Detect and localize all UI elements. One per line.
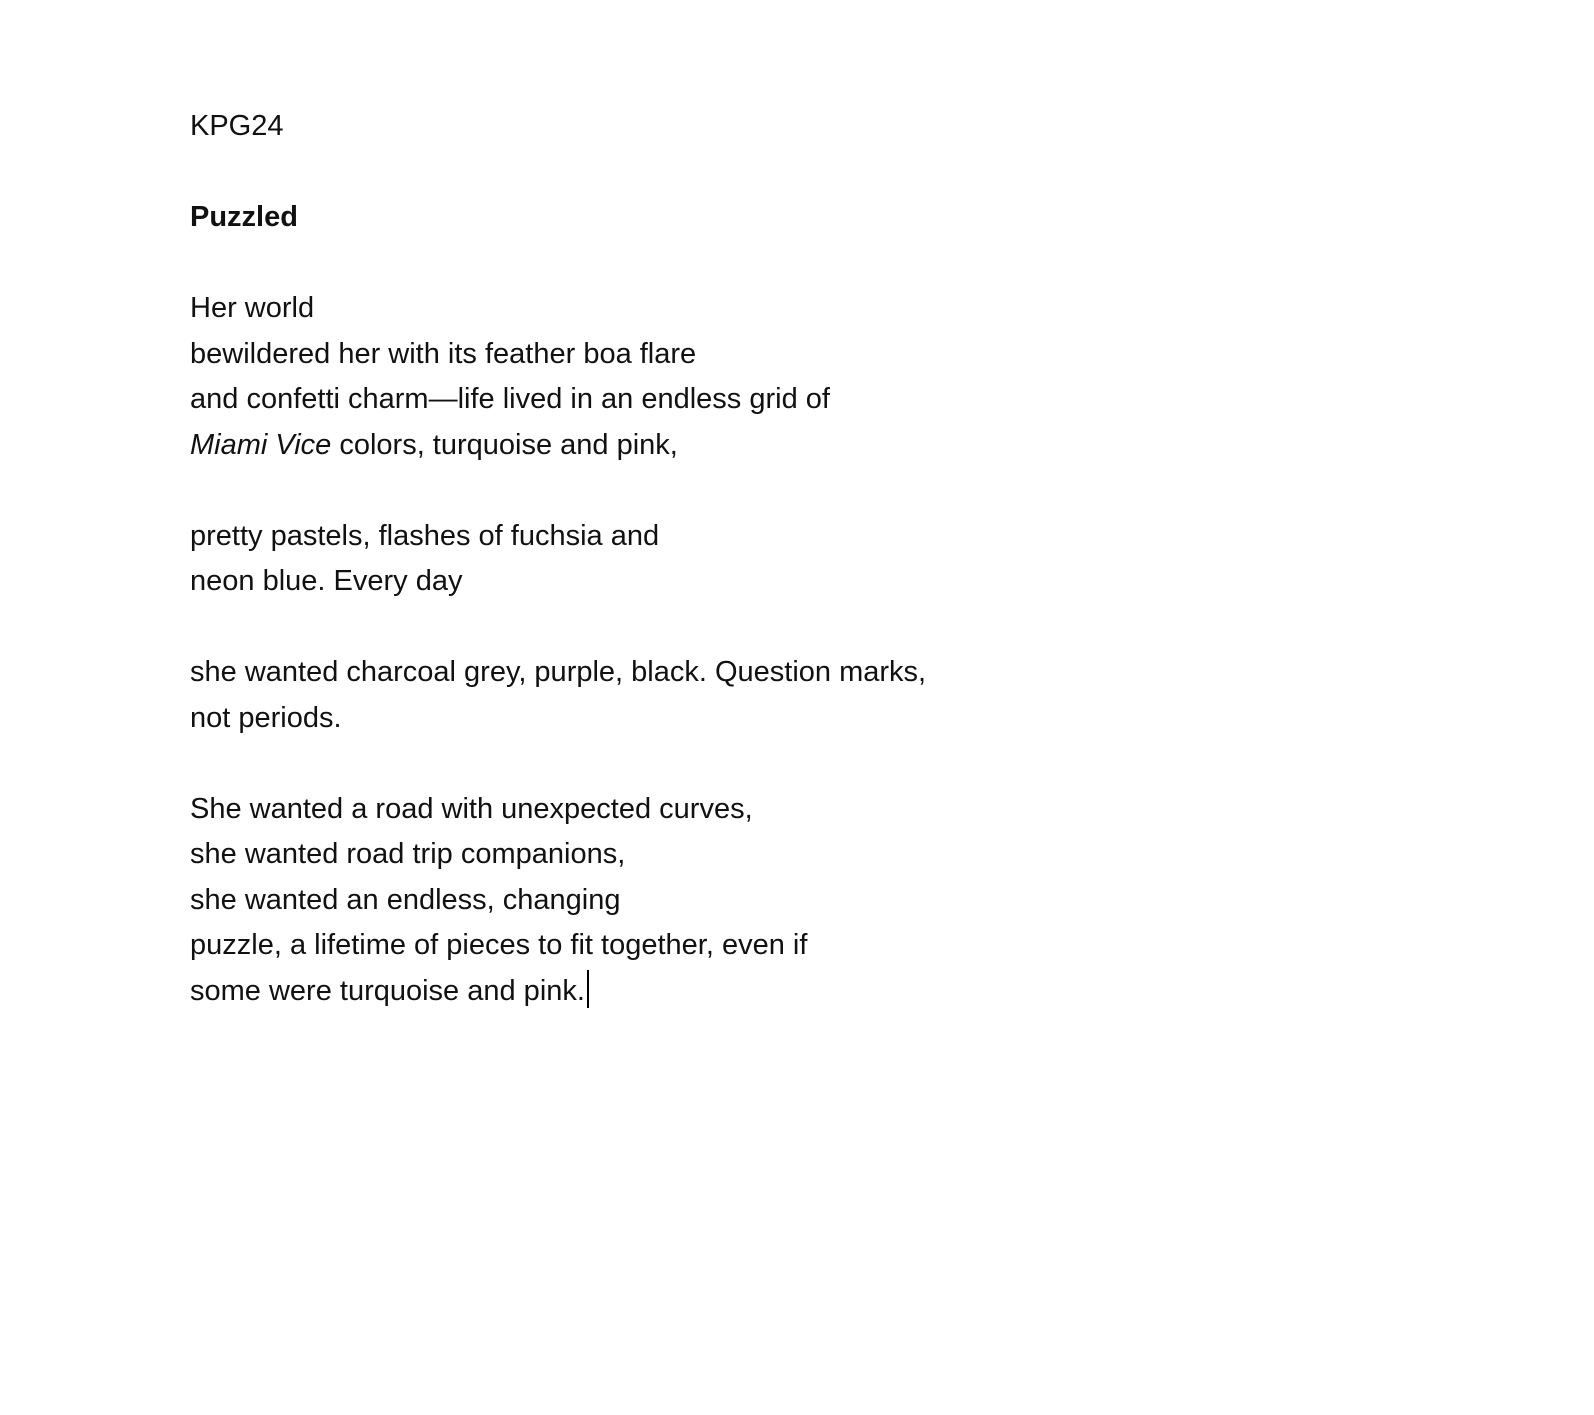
stanza-4 xyxy=(190,787,1390,1015)
poem-line: she wanted road trip companions, xyxy=(190,838,626,870)
blank-line xyxy=(190,741,1390,787)
poem-line-rest: colors, turquoise and pink, xyxy=(331,428,678,461)
text-cursor xyxy=(587,970,589,1008)
poem-line: and confetti charm—life lived in an endless grid of xyxy=(190,383,830,415)
poem-line: not periods. xyxy=(190,701,342,734)
blank-line xyxy=(190,605,1390,651)
poem-line: She wanted a road with unexpected curves, xyxy=(190,792,753,825)
poem-line: pretty pastels, flashes of fuchsia and xyxy=(190,519,660,552)
italic-show-title: Miami Vice xyxy=(190,428,332,461)
blank-line xyxy=(190,150,1390,196)
blank-line xyxy=(190,241,1390,287)
document-body[interactable] xyxy=(190,104,1390,1014)
poem-line xyxy=(190,423,1390,469)
poem-line: neon blue. Every day xyxy=(190,565,463,597)
poem-title: Puzzled xyxy=(190,201,298,233)
stanza-2 xyxy=(190,514,1390,605)
poem-line: she wanted charcoal grey, purple, black. Question marks, xyxy=(190,656,927,688)
document-code: KPG24 xyxy=(190,110,284,142)
stanza-1 xyxy=(190,286,1390,468)
poem-line: Her world xyxy=(190,292,315,324)
poem-line: puzzle, a lifetime of pieces to fit together, even if xyxy=(190,929,808,961)
poem-line: she wanted an endless, changing xyxy=(190,883,621,916)
poem-line: bewildered her with its feather boa flare xyxy=(190,337,697,370)
blank-line xyxy=(190,468,1390,514)
poem-line-last xyxy=(190,969,1390,1015)
poem-line-text: some were turquoise and pink. xyxy=(190,974,585,1007)
stanza-3 xyxy=(190,650,1390,741)
